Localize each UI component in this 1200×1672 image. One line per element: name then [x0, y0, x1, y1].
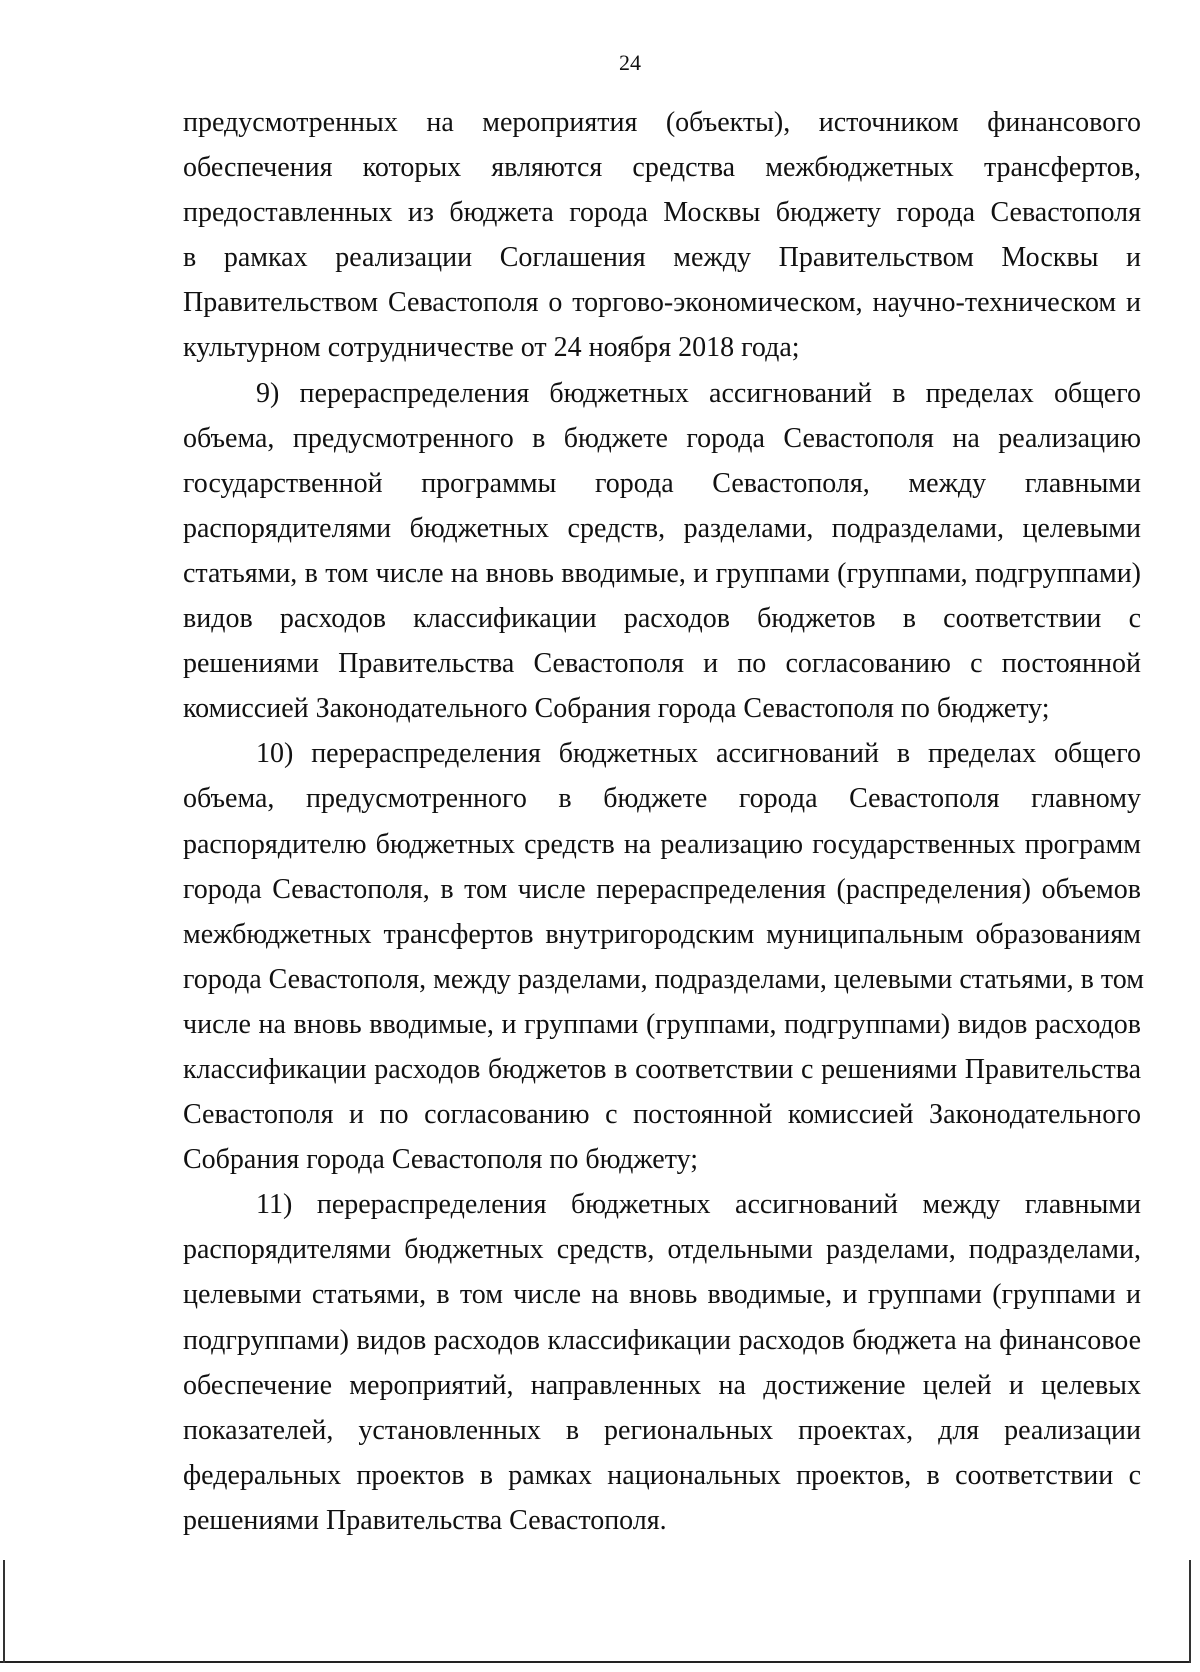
- scan-border-right: [1189, 1560, 1191, 1663]
- text-line: предусмотренных на мероприятия (объекты), источником финансового: [183, 107, 1141, 138]
- text-line: Севастополя и по согласованию с постоянной комиссией Законодательного: [183, 1099, 1141, 1131]
- text-line: числе на вновь вводимые, и группами (группами, подгруппами) видов расходов: [183, 1008, 1141, 1040]
- text-line: культурном сотрудничестве от 24 ноября 2018 года;: [183, 332, 800, 364]
- scan-border-left: [3, 1560, 5, 1663]
- text-line: города Севастополя, между разделами, подразделами, целевыми статьями, в том: [183, 963, 1144, 995]
- paragraph: [183, 100, 1141, 371]
- scan-border-bottom: [0, 1661, 1191, 1663]
- text-line: федеральных проектов в рамках национальных проектов, в соответствии с: [183, 1459, 1141, 1491]
- text-line: 10) перераспределения бюджетных ассигнований в пределах общего: [256, 738, 1141, 770]
- text-line: решениями Правительства Севастополя.: [183, 1504, 667, 1536]
- text-line: 9) перераспределения бюджетных ассигнований в пределах общего: [256, 377, 1141, 409]
- text-line: распорядителями бюджетных средств, разделами, подразделами, целевыми: [183, 512, 1141, 544]
- text-line: Правительством Севастополя о торгово-экономическом, научно-техническом и: [183, 287, 1141, 319]
- text-line: объема, предусмотренного в бюджете города Севастополя главному: [183, 783, 1141, 815]
- text-line: обеспечение мероприятий, направленных на достижение целей и целевых: [183, 1369, 1141, 1401]
- text-line: города Севастополя, в том числе перераспределения (распределения) объемов: [183, 873, 1141, 905]
- text-line: решениями Правительства Севастополя и по согласованию с постоянной: [183, 648, 1141, 680]
- text-line: объема, предусмотренного в бюджете города Севастополя на реализацию: [183, 422, 1141, 454]
- text-line: распорядителями бюджетных средств, отдельными разделами, подразделами,: [183, 1234, 1141, 1266]
- paragraph: [183, 371, 1141, 732]
- paragraph: [183, 731, 1144, 1182]
- text-line: комиссией Законодательного Собрания города Севастополя по бюджету;: [183, 693, 1050, 725]
- page-number: 24: [619, 50, 641, 75]
- paragraph: [183, 1182, 1141, 1543]
- text-line: статьями, в том числе на вновь вводимые, и группами (группами, подгруппами): [183, 557, 1141, 589]
- text-line: в рамках реализации Соглашения между Правительством Москвы и: [183, 242, 1141, 274]
- text-line: классификации расходов бюджетов в соответствии с решениями Правительства: [183, 1053, 1141, 1085]
- text-line: обеспечения которых являются средства межбюджетных трансфертов,: [183, 152, 1141, 184]
- text-line: подгруппами) видов расходов классификации расходов бюджета на финансовое: [183, 1324, 1141, 1356]
- document-body: [183, 100, 1144, 1543]
- text-line: государственной программы города Севастополя, между главными: [183, 467, 1141, 499]
- text-line: целевыми статьями, в том числе на вновь вводимые, и группами (группами и: [183, 1279, 1141, 1311]
- text-line: 11) перераспределения бюджетных ассигнований между главными: [256, 1189, 1141, 1221]
- text-line: видов расходов классификации расходов бюджетов в соответствии с: [183, 603, 1141, 635]
- text-line: предоставленных из бюджета города Москвы бюджету города Севастополя: [183, 197, 1141, 229]
- text-line: распорядителю бюджетных средств на реализацию государственных программ: [183, 828, 1141, 860]
- text-line: показателей, установленных в региональных проектах, для реализации: [183, 1414, 1141, 1446]
- text-line: межбюджетных трансфертов внутригородским муниципальным образованиям: [183, 918, 1141, 950]
- text-line: Собрания города Севастополя по бюджету;: [183, 1144, 698, 1176]
